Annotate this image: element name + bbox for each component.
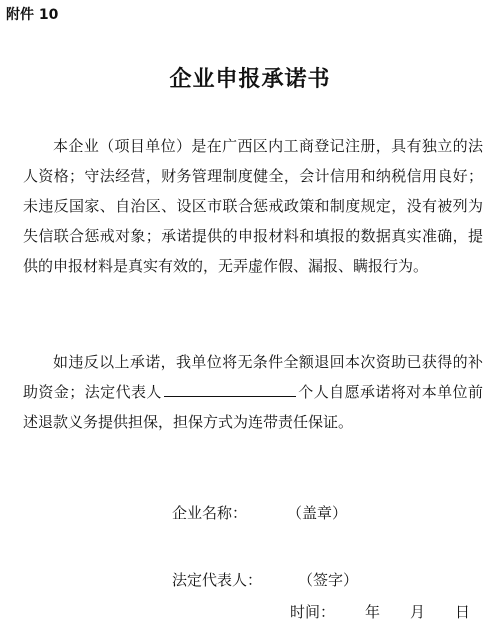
document-title: 企业申报承诺书 [169,67,331,92]
date-year: 年 [365,603,381,621]
legal-representative-sign-note: （签字） [298,571,359,589]
commitment-paragraph-1: 本企业（项目单位）是在广西区内工商登记注册，具有独立的法人资格；守法经营，财务管理制度健全，会计信用和纳税信用良好；未违反国家、自治区、设区市联合惩戒政策和制度规定，没有被列为失信联合惩戒对象；承诺提供的申报材料和填报的数据真实准确，提供的申报材料是真实有效的，无弄虚作假、漏报、瞒报行为。 [23,137,483,275]
company-name-row [172,502,347,523]
date-month: 月 [410,603,426,621]
date-day: 日 [455,603,471,621]
date-row [290,601,470,622]
company-seal-note: （盖章） [287,504,348,522]
paragraph-2-part-2: 个人自愿承诺将对本单位前述退款义务提供担保，担保方式为连带责任保证。 [23,383,483,431]
paragraph-2-part-1: 如违反以上承诺，我单位将无条件全额退回本次资助已获得的补助资金；法定代表人 [23,353,483,401]
attachment-label: 附件 10 [6,7,59,23]
date-label: 时间： [290,603,336,621]
commitment-paragraph-2 [23,347,483,437]
legal-representative-row [172,569,358,590]
legal-representative-blank-line [164,380,296,397]
legal-representative-label: 法定代表人： [172,571,263,589]
company-name-label: 企业名称： [172,504,248,522]
